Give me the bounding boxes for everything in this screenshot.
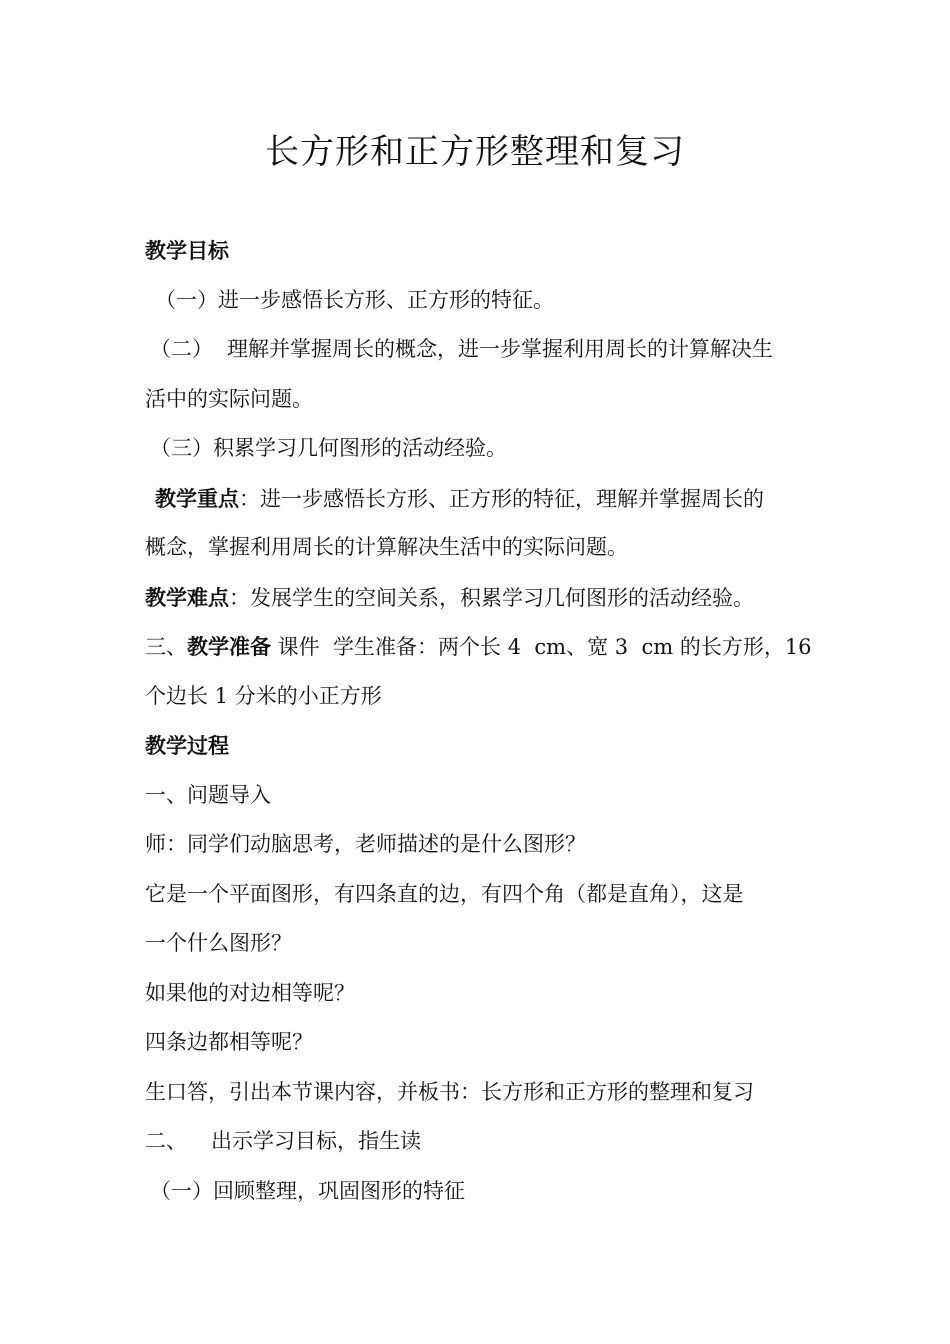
key-points-text: ：进一步感悟长方形、正方形的特征，理解并掌握周长的 <box>239 486 764 511</box>
preparation-prefix: 三、 <box>145 635 187 659</box>
preparation-label: 教学准备 <box>187 634 271 659</box>
preparation-text: 课件 学生准备：两个长 4 cm、宽 3 cm 的长方形，16 <box>271 635 812 659</box>
difficulties-text: ：发展学生的空间关系，积累学习几何图形的活动经验。 <box>229 585 754 610</box>
description-question: 它是一个平面图形，有四条直的边，有四个角（都是直角），这是 <box>145 881 744 906</box>
objective-2-number: （二） <box>150 337 213 361</box>
student-answer: 生口答，引出本节课内容，并板书：长方形和正方形的整理和复习 <box>145 1079 754 1104</box>
preparation-continued: 个边长 1 分米的小正方形 <box>145 683 382 708</box>
key-points-continued: 概念，掌握利用周长的计算解决生活中的实际问题。 <box>145 535 628 559</box>
description-question-continued: 一个什么图形？ <box>145 931 292 955</box>
document-body <box>145 226 810 1216</box>
question-four-sides: 四条边都相等呢？ <box>145 1030 313 1054</box>
difficulties <box>145 573 810 623</box>
key-points-label: 教学重点 <box>155 485 239 511</box>
sub-step-1: （一）回顾整理，巩固图形的特征 <box>150 1178 465 1203</box>
step-2-text: 出示学习目标，指生读 <box>211 1129 421 1153</box>
teacher-question: 师：同学们动脑思考，老师描述的是什么图形？ <box>145 832 586 856</box>
difficulties-label: 教学难点 <box>145 584 229 610</box>
preparation <box>145 622 810 672</box>
step-1-heading: 一、问题导入 <box>145 782 271 807</box>
process-heading: 教学过程 <box>145 733 229 758</box>
objective-2-text: 理解并掌握周长的概念，进一步掌握利用周长的计算解决生 <box>227 337 773 361</box>
objective-3: （三）积累学习几何图形的活动经验。 <box>150 436 507 460</box>
objective-2-continued: 活中的实际问题。 <box>145 386 313 411</box>
step-2-number: 二、 <box>145 1129 187 1153</box>
objective-2 <box>145 325 810 375</box>
key-points <box>145 474 810 524</box>
objectives-heading: 教学目标 <box>145 238 229 263</box>
document-title: 长方形和正方形整理和复习 <box>265 132 685 172</box>
question-opposite-sides: 如果他的对边相等呢？ <box>145 980 355 1005</box>
step-2-heading <box>145 1117 810 1167</box>
objective-1: （一）进一步感悟长方形、正方形的特征。 <box>155 287 554 312</box>
